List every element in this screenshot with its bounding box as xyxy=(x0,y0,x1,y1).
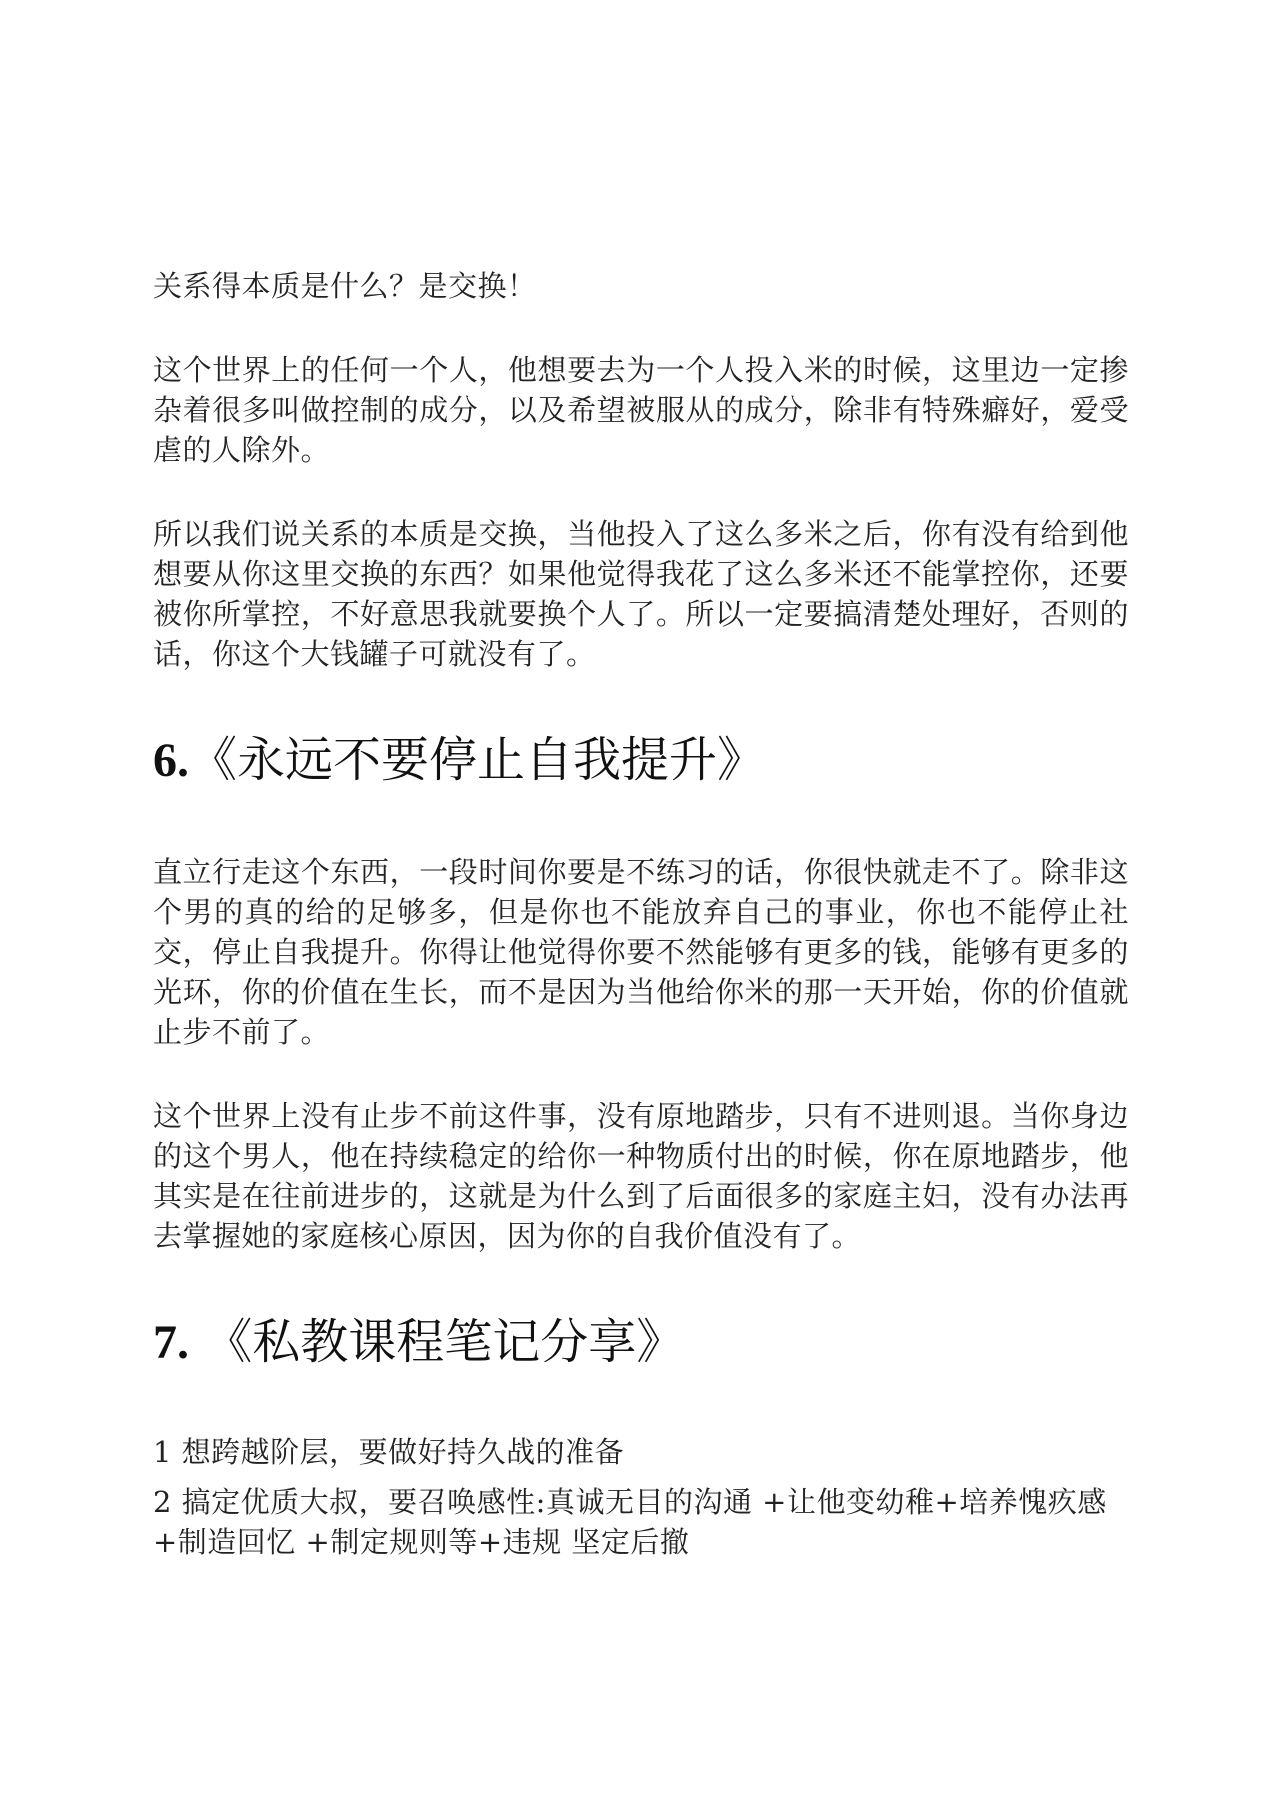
section-heading-7 xyxy=(153,1312,1129,1373)
section-heading-6 xyxy=(153,730,1129,791)
paragraph-control: 这个世界上的任何一个人，他想要去为一个人投入米的时候，这里边一定掺杂着很多叫做控制的成分，以及希望被服从的成分，除非有特殊癖好，爱受虐的人除外。 xyxy=(153,353,1129,467)
list-item: 1 想跨越阶层，要做好持久战的准备 xyxy=(153,1435,625,1469)
section-title: 《私教课程笔记分享》 xyxy=(189,1314,685,1370)
paragraph-exchange: 所以我们说关系的本质是交换，当他投入了这么多米之后，你有没有给到他想要从你这里交换的东西？如果他觉得我花了这么多米还不能掌控你，还要被你所掌控，不好意思我就要换个人了。所以一定要搞清楚处理好，否则的话，你这个大钱罐子可就没有了。 xyxy=(153,517,1129,671)
paragraph-relationship-essence: 关系得本质是什么？是交换！ xyxy=(153,269,537,303)
list-item: 2 搞定优质大叔，要召唤感性:真诚无目的沟通 +让他变幼稚+培养愧疚感 +制造回忆 +制定规则等+违规 坚定后撤 xyxy=(153,1485,1107,1559)
section-number: 6. xyxy=(153,734,189,787)
section-title: 《永远不要停止自我提升》 xyxy=(189,732,766,788)
paragraph-self-improvement: 直立行走这个东西，一段时间你要是不练习的话，你很快就走不了。除非这个男的真的给的足够多，但是你也不能放弃自己的事业，你也不能停止社交，停止自我提升。你得让他觉得你要不然能够有更多的钱，能够有更多的光环，你的价值在生长，而不是因为当他给你米的那一天开始，你的价值就止步不前了。 xyxy=(153,855,1129,1049)
paragraph-no-standing-still: 这个世界上没有止步不前这件事，没有原地踏步，只有不进则退。当你身边的这个男人，他在持续稳定的给你一种物质付出的时候，你在原地踏步，他其实是在往前进步的，这就是为什么到了后面很多的家庭主妇，没有办法再去掌握她的家庭核心原因，因为你的自我价值没有了。 xyxy=(153,1099,1129,1253)
section-number: 7. xyxy=(153,1316,189,1369)
